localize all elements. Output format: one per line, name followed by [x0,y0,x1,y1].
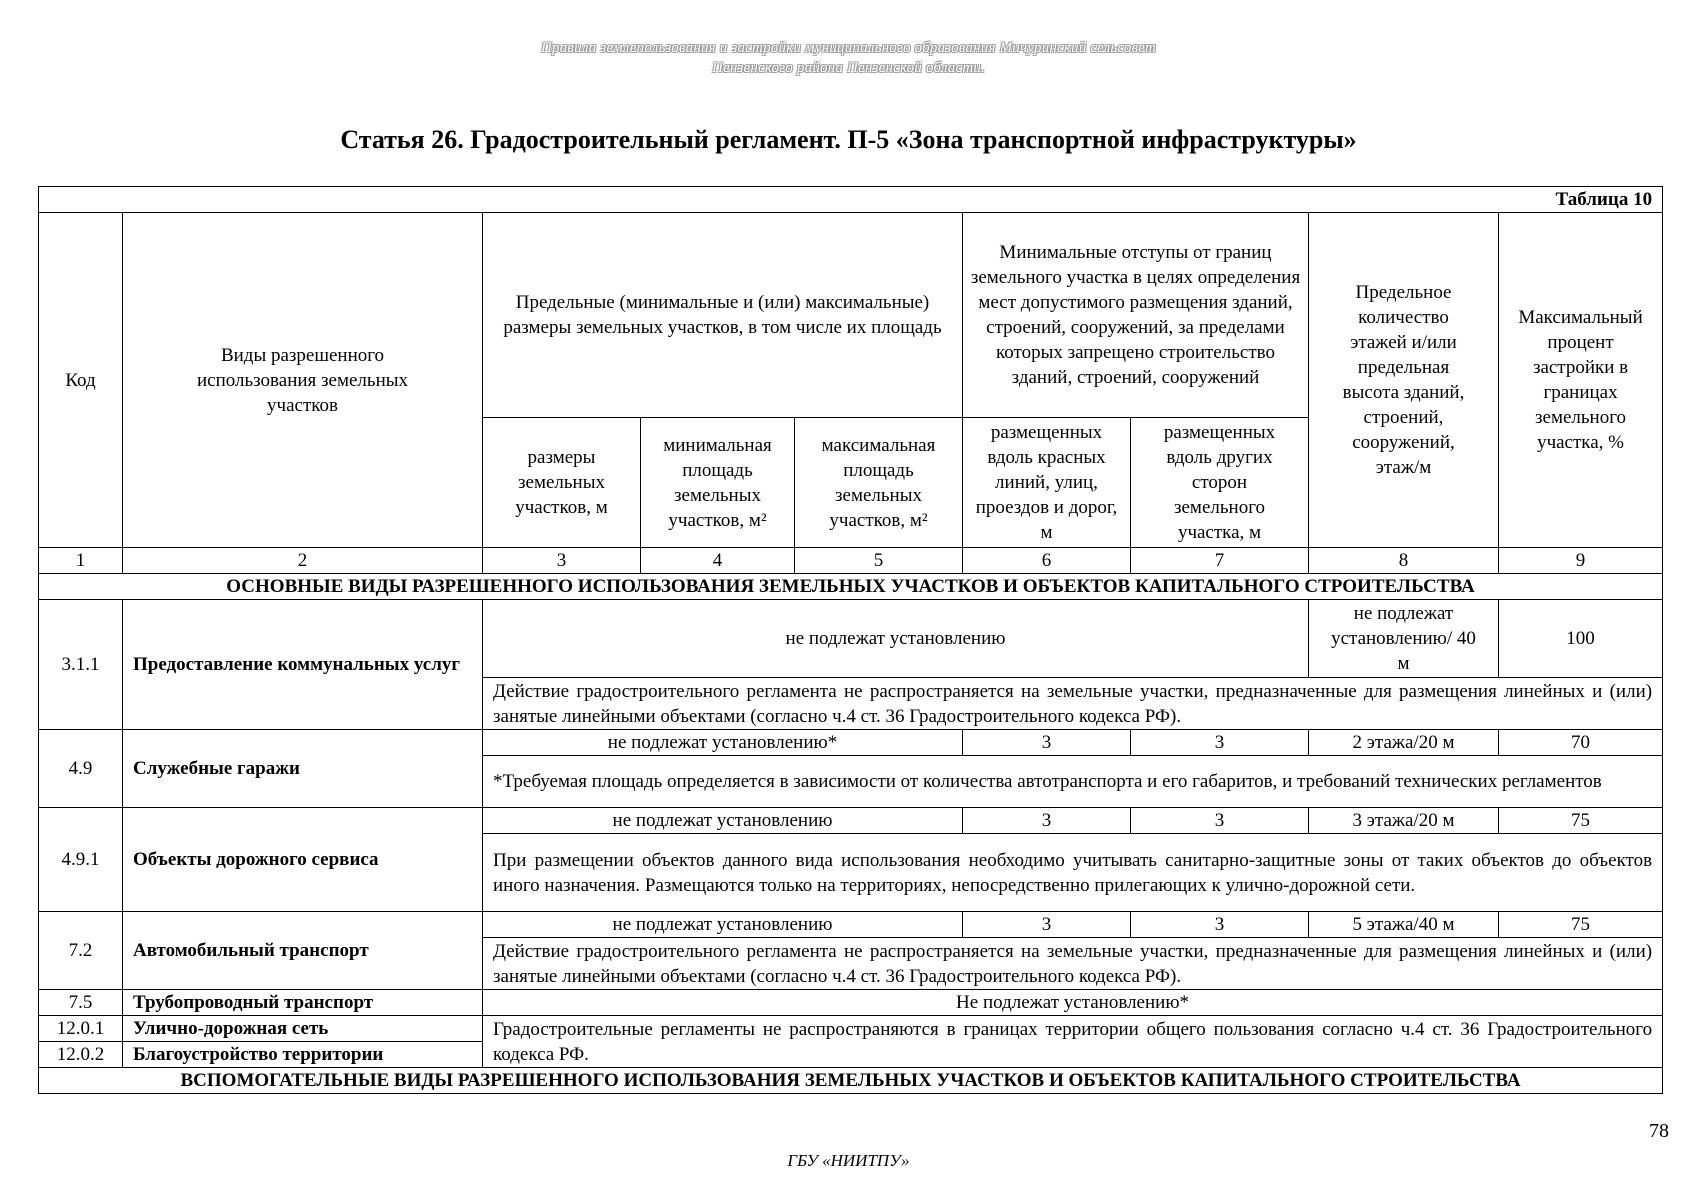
row-setback-red: 3 [963,808,1131,834]
regulation-table [38,186,1663,1094]
header-sizes: размеры земельных участков, м [483,418,641,548]
column-number: 3 [483,548,641,574]
header-code: Код [39,213,123,548]
running-header [0,38,1697,78]
table-caption: Таблица 10 [39,187,1663,213]
column-number: 2 [123,548,483,574]
row-code: 4.9.1 [39,808,123,912]
header-setback-other: размещенных вдоль других сторон земельного участка, м [1131,418,1309,548]
row-name: Предоставление коммунальных услуг [123,600,483,730]
row-note: Действие градостроительного регламента не распространяется на земельные участки, предназначенные для размещения линейных и (или) занятые линейными объектами (согласно ч.4 ст. 36 Градостроительного кодекса РФ). [483,938,1663,990]
table-row [39,808,1663,834]
row-floors: 2 этажа/20 м [1309,730,1499,756]
row-name: Улично-дорожная сеть [123,1016,483,1042]
row-floors: не подлежат установлению/ 40 м [1309,600,1499,678]
row-coverage: 75 [1499,808,1663,834]
row-name: Объекты дорожного сервиса [123,808,483,912]
row-note: Действие градостроительного регламента не распространяется на земельные участки, предназначенные для размещения линейных и (или) занятые линейными объектами (согласно ч.4 ст. 36 Градостроительного кодекса РФ). [483,678,1663,730]
caption-row [39,187,1663,213]
row-code: 7.5 [39,990,123,1016]
header-setback-red: размещенных вдоль красных линий, улиц, проездов и дорог, м [963,418,1131,548]
column-number: 7 [1131,548,1309,574]
column-number: 9 [1499,548,1663,574]
column-number: 6 [963,548,1131,574]
row-note: Градостроительные регламенты не распространяются в границах территории общего пользования согласно ч.4 ст. 36 Градостроительного кодекса РФ. [483,1016,1663,1068]
row-code: 12.0.2 [39,1042,123,1068]
row-coverage: 100 [1499,600,1663,678]
column-number: 1 [39,548,123,574]
section-aux-row [39,1068,1663,1094]
row-code: 3.1.1 [39,600,123,730]
column-number: 5 [795,548,963,574]
row-code: 7.2 [39,912,123,990]
row-setback-other: 3 [1131,730,1309,756]
header-types: Виды разрешенного использования земельных участков [123,213,483,548]
running-header-line-2: Пензенского района Пензенской области. [711,60,986,76]
row-coverage: 75 [1499,912,1663,938]
table-row [39,730,1663,756]
row-name: Благоустройство территории [123,1042,483,1068]
section-main-row [39,574,1663,600]
page-footer: ГБУ «НИИТПУ» [787,1151,910,1170]
header-min-area: минимальная площадь земельных участков, м² [641,418,795,548]
row-floors: 5 этажа/40 м [1309,912,1499,938]
header-sizes-group: Предельные (минимальные и (или) максимальные) размеры земельных участков, в том числе их площадь [483,213,963,418]
row-note: *Требуемая площадь определяется в зависимости от количества автотранспорта и его габаритов, и требований технических регламентов [483,756,1663,808]
header-setbacks-group: Минимальные отступы от границ земельного участка в целях определения мест допустимого размещения зданий, строений, сооружений, за пределами которых запрещено строительство зданий, строений, сооружений [963,213,1309,418]
row-name: Служебные гаражи [123,730,483,808]
row-code: 4.9 [39,730,123,808]
row-params: не подлежат установлению [483,808,963,834]
table-row [39,912,1663,938]
row-name: Трубопроводный транспорт [123,990,483,1016]
row-floors: 3 этажа/20 м [1309,808,1499,834]
section-main-heading: ОСНОВНЫЕ ВИДЫ РАЗРЕШЕННОГО ИСПОЛЬЗОВАНИЯ ЗЕМЕЛЬНЫХ УЧАСТКОВ И ОБЪЕКТОВ КАПИТАЛЬНОГО СТРОИТЕЛЬСТВА [39,574,1663,600]
row-note: При размещении объектов данного вида использования необходимо учитывать санитарно-защитные зоны от таких объектов до объектов иного назначения. Размещаются только на территориях, непосредственно прилегающих к улично-дорожной сети. [483,834,1663,912]
header-coverage: Максимальный процент застройки в границах земельного участка, % [1499,213,1663,548]
row-params: не подлежат установлению* [483,730,963,756]
row-params: не подлежат установлению [483,600,1309,678]
column-number: 8 [1309,548,1499,574]
column-numbers-row [39,548,1663,574]
running-header-line-1: Правила землепользования и застройки муниципального образования Мичуринский сельсовет [540,40,1156,56]
page-number: 78 [1649,1120,1669,1142]
table-row [39,600,1663,678]
row-code: 12.0.1 [39,1016,123,1042]
table-row [39,1016,1663,1042]
row-params: Не подлежат установлению* [483,990,1663,1016]
header-max-area: максимальная площадь земельных участков, м² [795,418,963,548]
column-number: 4 [641,548,795,574]
row-setback-other: 3 [1131,808,1309,834]
row-name: Автомобильный транспорт [123,912,483,990]
page-title: Статья 26. Градостроительный регламент. П-5 «Зона транспортной инфраструктуры» [340,125,1357,154]
row-setback-other: 3 [1131,912,1309,938]
section-aux-heading: ВСПОМОГАТЕЛЬНЫЕ ВИДЫ РАЗРЕШЕННОГО ИСПОЛЬЗОВАНИЯ ЗЕМЕЛЬНЫХ УЧАСТКОВ И ОБЪЕКТОВ КАПИТАЛЬНОГО СТРОИТЕЛЬСТВА [39,1068,1663,1094]
table-row [39,990,1663,1016]
header-row-1 [39,213,1663,418]
row-params: не подлежат установлению [483,912,963,938]
row-coverage: 70 [1499,730,1663,756]
header-floors: Предельное количество этажей и/или предельная высота зданий, строений, сооружений, этаж/м [1309,213,1499,548]
row-setback-red: 3 [963,730,1131,756]
row-setback-red: 3 [963,912,1131,938]
